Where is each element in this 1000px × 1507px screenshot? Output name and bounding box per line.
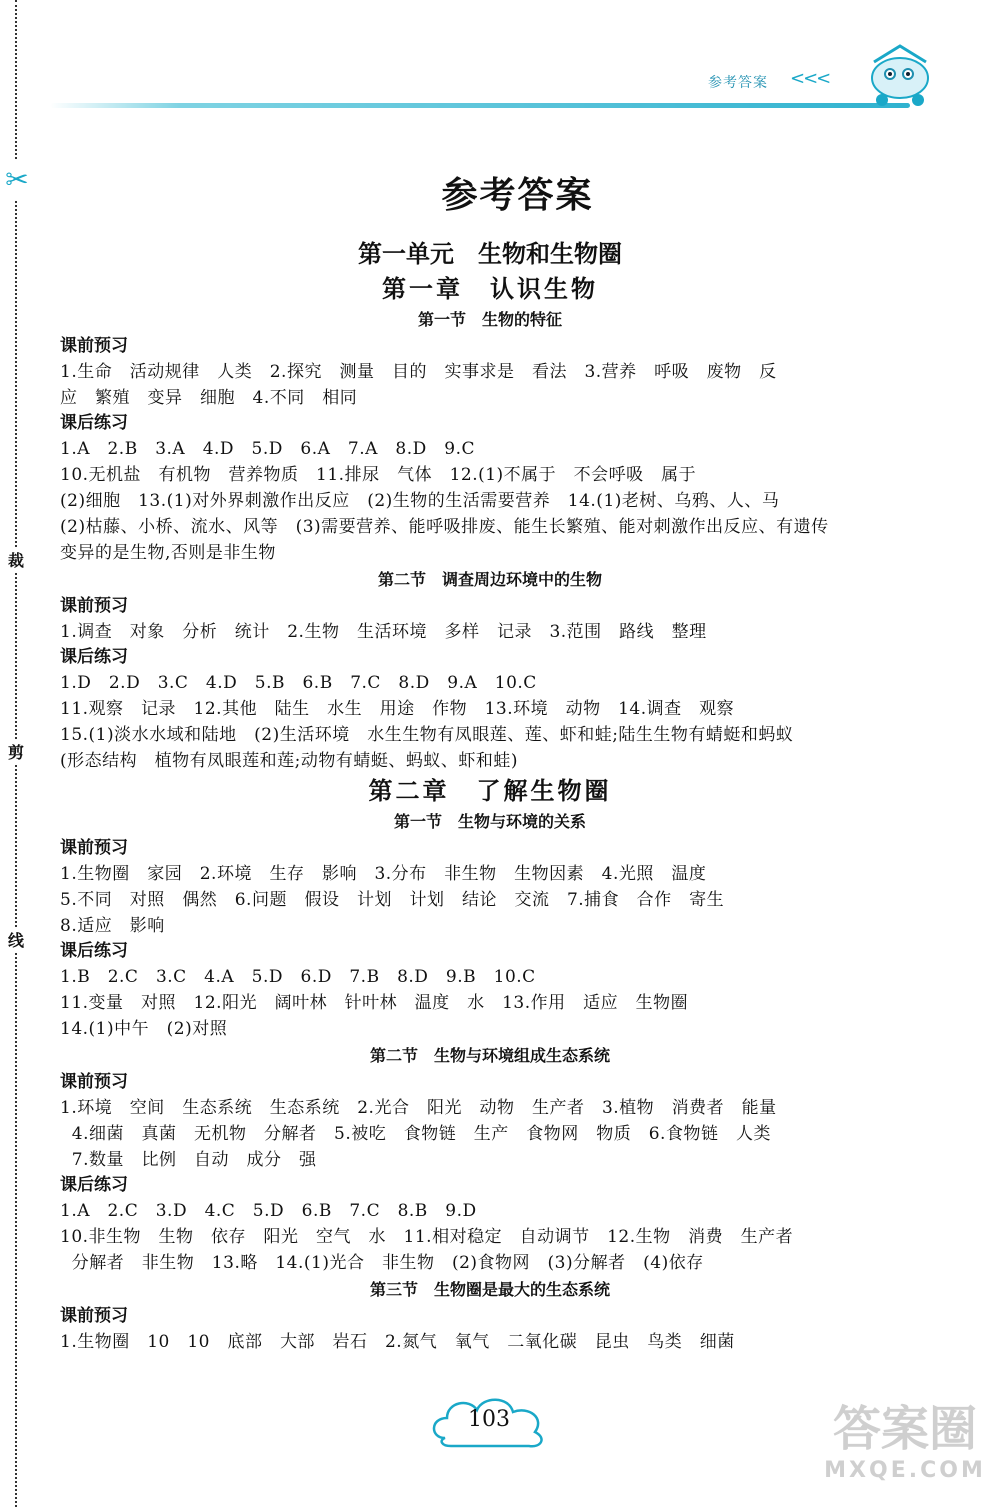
block-label: 课前预习 bbox=[60, 838, 128, 858]
answer-line: 1.环境 空间 生态系统 生态系统 2.光合 阳光 动物 生产者 3.植物 消费者 能量 bbox=[60, 1098, 777, 1118]
block-label: 课后练习 bbox=[60, 941, 128, 961]
answer-line: 15.(1)淡水水域和陆地 (2)生活环境 水生生物有凤眼莲、莲、虾和蛙;陆生生物有蜻蜓和蚂蚁 bbox=[60, 725, 794, 745]
answer-line: 1.A 2.B 3.A 4.D 5.D 6.A 7.A 8.D 9.C bbox=[60, 439, 475, 459]
section-title: 第一节 生物的特征 bbox=[417, 310, 562, 329]
answer-line: (形态结构 植物有凤眼莲和莲;动物有蜻蜓、蚂蚁、虾和蛙) bbox=[60, 751, 518, 771]
answer-line: 1.生命 活动规律 人类 2.探究 测量 目的 实事求是 看法 3.营养 呼吸 废物 反 bbox=[60, 362, 777, 382]
answer-line: 分解者 非生物 13.略 14.(1)光合 非生物 (2)食物网 (3)分解者 (4)依存 bbox=[60, 1253, 704, 1273]
block-label: 课前预习 bbox=[60, 1072, 128, 1092]
unit-title: 第一单元 生物和生物圈 bbox=[358, 240, 622, 268]
cut-char-cai: 裁 bbox=[5, 548, 27, 571]
watermark bbox=[820, 1400, 990, 1500]
answer-line: 7.数量 比例 自动 成分 强 bbox=[60, 1150, 317, 1170]
answer-line: 1.调查 对象 分析 统计 2.生物 生活环境 多样 记录 3.范围 路线 整理 bbox=[60, 622, 707, 642]
watermark-bottom: MXQE.COM bbox=[824, 1458, 986, 1483]
scissors-icon: ✂ bbox=[3, 160, 31, 200]
chapter-title: 第二章 了解生物圈 bbox=[368, 777, 612, 805]
section-title: 第二节 调查周边环境中的生物 bbox=[377, 570, 602, 589]
page-title: 参考答案 bbox=[441, 175, 594, 216]
watermark-top: 答案圈 bbox=[832, 1401, 977, 1457]
block-label: 课前预习 bbox=[60, 1306, 128, 1326]
header-rule bbox=[50, 103, 910, 108]
answer-line: 1.B 2.C 3.C 4.A 5.D 6.D 7.B 8.D 9.B 10.C bbox=[60, 967, 536, 987]
cut-char-xian: 线 bbox=[5, 928, 27, 951]
answer-content bbox=[60, 170, 920, 1355]
answer-line: 5.不同 对照 偶然 6.问题 假设 计划 计划 结论 交流 7.捕食 合作 寄生 bbox=[60, 890, 725, 910]
answer-line: 应 繁殖 变异 细胞 4.不同 相同 bbox=[60, 388, 358, 408]
block-label: 课前预习 bbox=[60, 336, 128, 356]
block-label: 课后练习 bbox=[60, 1175, 128, 1195]
section-title: 第一节 生物与环境的关系 bbox=[393, 812, 586, 831]
answer-line: 10.非生物 生物 依存 阳光 空气 水 11.相对稳定 自动调节 12.生物 消费 生产者 bbox=[60, 1227, 794, 1247]
block-label: 课前预习 bbox=[60, 596, 128, 616]
header-arrows: <<< bbox=[790, 68, 830, 89]
block-label: 课后练习 bbox=[60, 647, 128, 667]
answer-line: 1.D 2.D 3.C 4.D 5.B 6.B 7.C 8.D 9.A 10.C bbox=[60, 673, 537, 693]
answer-line: 11.观察 记录 12.其他 陆生 水生 用途 作物 13.环境 动物 14.调查 观察 bbox=[60, 699, 735, 719]
answer-line: 4.细菌 真菌 无机物 分解者 5.被吃 食物链 生产 食物网 物质 6.食物链 人类 bbox=[60, 1124, 771, 1144]
answer-line: 1.生物圈 家园 2.环境 生存 影响 3.分布 非生物 生物因素 4.光照 温度 bbox=[60, 864, 707, 884]
page-number: 103 bbox=[468, 1407, 510, 1432]
header-section-label: 参考答案 bbox=[708, 75, 768, 91]
answer-line: 14.(1)中午 (2)对照 bbox=[60, 1019, 228, 1039]
answer-line: 1.A 2.C 3.D 4.C 5.D 6.B 7.C 8.B 9.D bbox=[60, 1201, 477, 1221]
answer-line: 10.无机盐 有机物 营养物质 11.排尿 气体 12.(1)不属于 不会呼吸 属于 bbox=[60, 465, 697, 485]
section-title: 第三节 生物圈是最大的生态系统 bbox=[369, 1280, 610, 1299]
chapter-title: 第一章 认识生物 bbox=[382, 275, 598, 303]
answer-line: 1.生物圈 10 10 底部 大部 岩石 2.氮气 氧气 二氧化碳 昆虫 鸟类 细菌 bbox=[60, 1332, 735, 1352]
answer-line: (2)枯藤、小桥、流水、风等 (3)需要营养、能呼吸排废、能生长繁殖、能对刺激作出反应、有遗传 bbox=[60, 517, 829, 537]
block-label: 课后练习 bbox=[60, 413, 128, 433]
cut-char-jian: 剪 bbox=[5, 740, 27, 763]
answer-line: (2)细胞 13.(1)对外界刺激作出反应 (2)生物的生活需要营养 14.(1)老树、乌鸦、人、马 bbox=[60, 491, 780, 511]
section-title: 第二节 生物与环境组成生态系统 bbox=[369, 1046, 610, 1065]
answer-line: 8.适应 影响 bbox=[60, 916, 165, 936]
mascot-icon bbox=[860, 40, 940, 110]
answer-line: 变异的是生物,否则是非生物 bbox=[60, 543, 276, 563]
answer-line: 11.变量 对照 12.阳光 阔叶林 针叶林 温度 水 13.作用 适应 生物圈 bbox=[60, 993, 689, 1013]
